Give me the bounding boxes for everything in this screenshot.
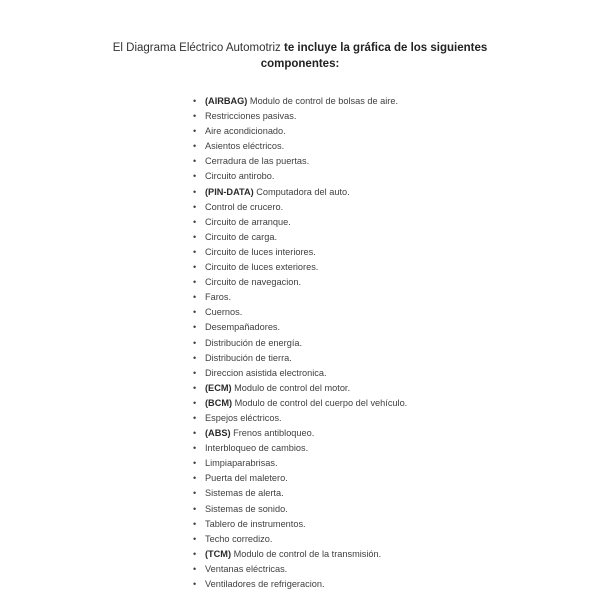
component-text: Sistemas de sonido. [205,503,288,514]
component-text: Modulo de control de la transmisión. [231,548,382,559]
component-text: Circuito de luces interiores. [205,246,316,257]
component-text: Frenos antibloqueo. [230,428,315,439]
component-list-item [192,441,407,456]
bullet-icon: • [193,533,197,544]
component-list-item [192,456,407,471]
component-text: Circuito antirobo. [205,171,275,182]
bullet-icon: • [193,277,197,288]
component-list-item [192,517,407,532]
component-list-item [192,245,407,260]
component-text: Computadora del auto. [253,186,350,197]
component-text: Cerradura de las puertas. [205,156,310,167]
component-list-item [192,169,407,184]
component-list-item [192,502,407,517]
component-text: Modulo de control del motor. [231,382,351,393]
component-list-item [192,381,407,396]
component-text: Modulo de control de bolsas de aire. [247,96,399,106]
heading-line-2 [0,56,600,72]
component-text: Sistemas de alerta. [205,488,284,499]
component-list-item [192,426,407,441]
bullet-icon: • [193,141,197,152]
component-list-item [192,94,407,109]
component-list-item [192,336,407,351]
component-code: (ABS) [205,428,231,439]
bullet-icon: • [193,548,197,559]
component-code: (BCM) [205,397,233,408]
component-list-item [192,154,407,169]
bullet-icon: • [193,443,197,454]
component-text: Faros. [205,292,232,303]
component-text: Distribución de tierra. [205,352,292,363]
component-list-item [192,351,407,366]
bullet-icon: • [193,126,197,137]
bullet-icon: • [193,201,197,212]
component-list-item [192,290,407,305]
bullet-icon: • [193,488,197,499]
component-text: Circuito de carga. [205,231,278,242]
bullet-icon: • [193,382,197,393]
component-text: Asientos eléctricos. [205,141,285,152]
component-text: Aire acondicionado. [205,126,286,137]
component-text: Distribución de energía. [205,337,303,348]
component-text: Desempañadores. [205,322,281,333]
component-list-item [192,139,407,154]
component-list-item [192,320,407,335]
component-list-item [192,486,407,501]
component-text: Modulo de control del cuerpo del vehículo. [232,397,408,408]
component-list-item [192,260,407,275]
component-list-item [192,532,407,547]
bullet-icon: • [193,397,197,408]
component-list-item [192,109,407,124]
bullet-icon: • [193,111,197,122]
component-text: Techo corredizo. [205,533,273,544]
component-text: Circuito de navegacion. [205,277,302,288]
component-list [192,94,407,592]
bullet-icon: • [193,367,197,378]
heading-line-1 [0,40,600,56]
heading-plain-text: El Diagrama Eléctrico Automotriz [112,42,285,54]
heading-bold-text-2: componentes: [260,58,340,70]
component-text: Cuernos. [205,307,243,318]
bullet-icon: • [193,186,197,197]
component-text: Circuito de luces exteriores. [205,262,319,273]
bullet-icon: • [193,563,197,574]
bullet-icon: • [193,352,197,363]
bullet-icon: • [193,307,197,318]
bullet-icon: • [193,428,197,439]
component-code: (PIN-DATA) [205,186,254,197]
bullet-icon: • [193,503,197,514]
bullet-icon: • [193,156,197,167]
bullet-icon: • [193,262,197,273]
bullet-icon: • [193,473,197,484]
component-text: Tablero de instrumentos. [205,518,306,529]
component-text: Circuito de arranque. [205,216,291,227]
component-list-item [192,547,407,562]
component-code: (TCM) [205,548,232,559]
component-list-item [192,562,407,577]
component-list-item [192,411,407,426]
component-text: Ventiladores de refrigeracion. [205,579,325,589]
bullet-icon: • [193,322,197,333]
component-list-item [192,230,407,245]
component-list-item [192,185,407,200]
bullet-icon: • [193,337,197,348]
bullet-icon: • [193,579,197,589]
bullet-icon: • [193,96,197,106]
component-text: Interbloqueo de cambios. [205,443,309,454]
component-list-item [192,200,407,215]
component-text: Limpiaparabrisas. [205,458,278,469]
heading-bold-text: te incluye la gráfica de los siguientes [284,42,488,54]
bullet-icon: • [193,246,197,257]
component-text: Puerta del maletero. [205,473,288,484]
component-list-item [192,396,407,411]
component-text: Control de crucero. [205,201,284,212]
component-list-item [192,124,407,139]
component-list-item [192,471,407,486]
component-text: Ventanas eléctricas. [205,563,288,574]
component-list-item [192,215,407,230]
component-text: Restricciones pasivas. [205,111,297,122]
bullet-icon: • [193,458,197,469]
bullet-icon: • [193,518,197,529]
component-text: Espejos eléctricos. [205,412,282,423]
component-list-item [192,305,407,320]
bullet-icon: • [193,412,197,423]
component-list-item [192,577,407,592]
bullet-icon: • [193,231,197,242]
bullet-icon: • [193,292,197,303]
component-code: (ECM) [205,382,232,393]
component-list-item [192,366,407,381]
component-list-item [192,275,407,290]
page-heading [0,40,600,72]
bullet-icon: • [193,216,197,227]
component-text: Direccion asistida electronica. [205,367,327,378]
bullet-icon: • [193,171,197,182]
component-code: (AIRBAG) [205,96,248,106]
